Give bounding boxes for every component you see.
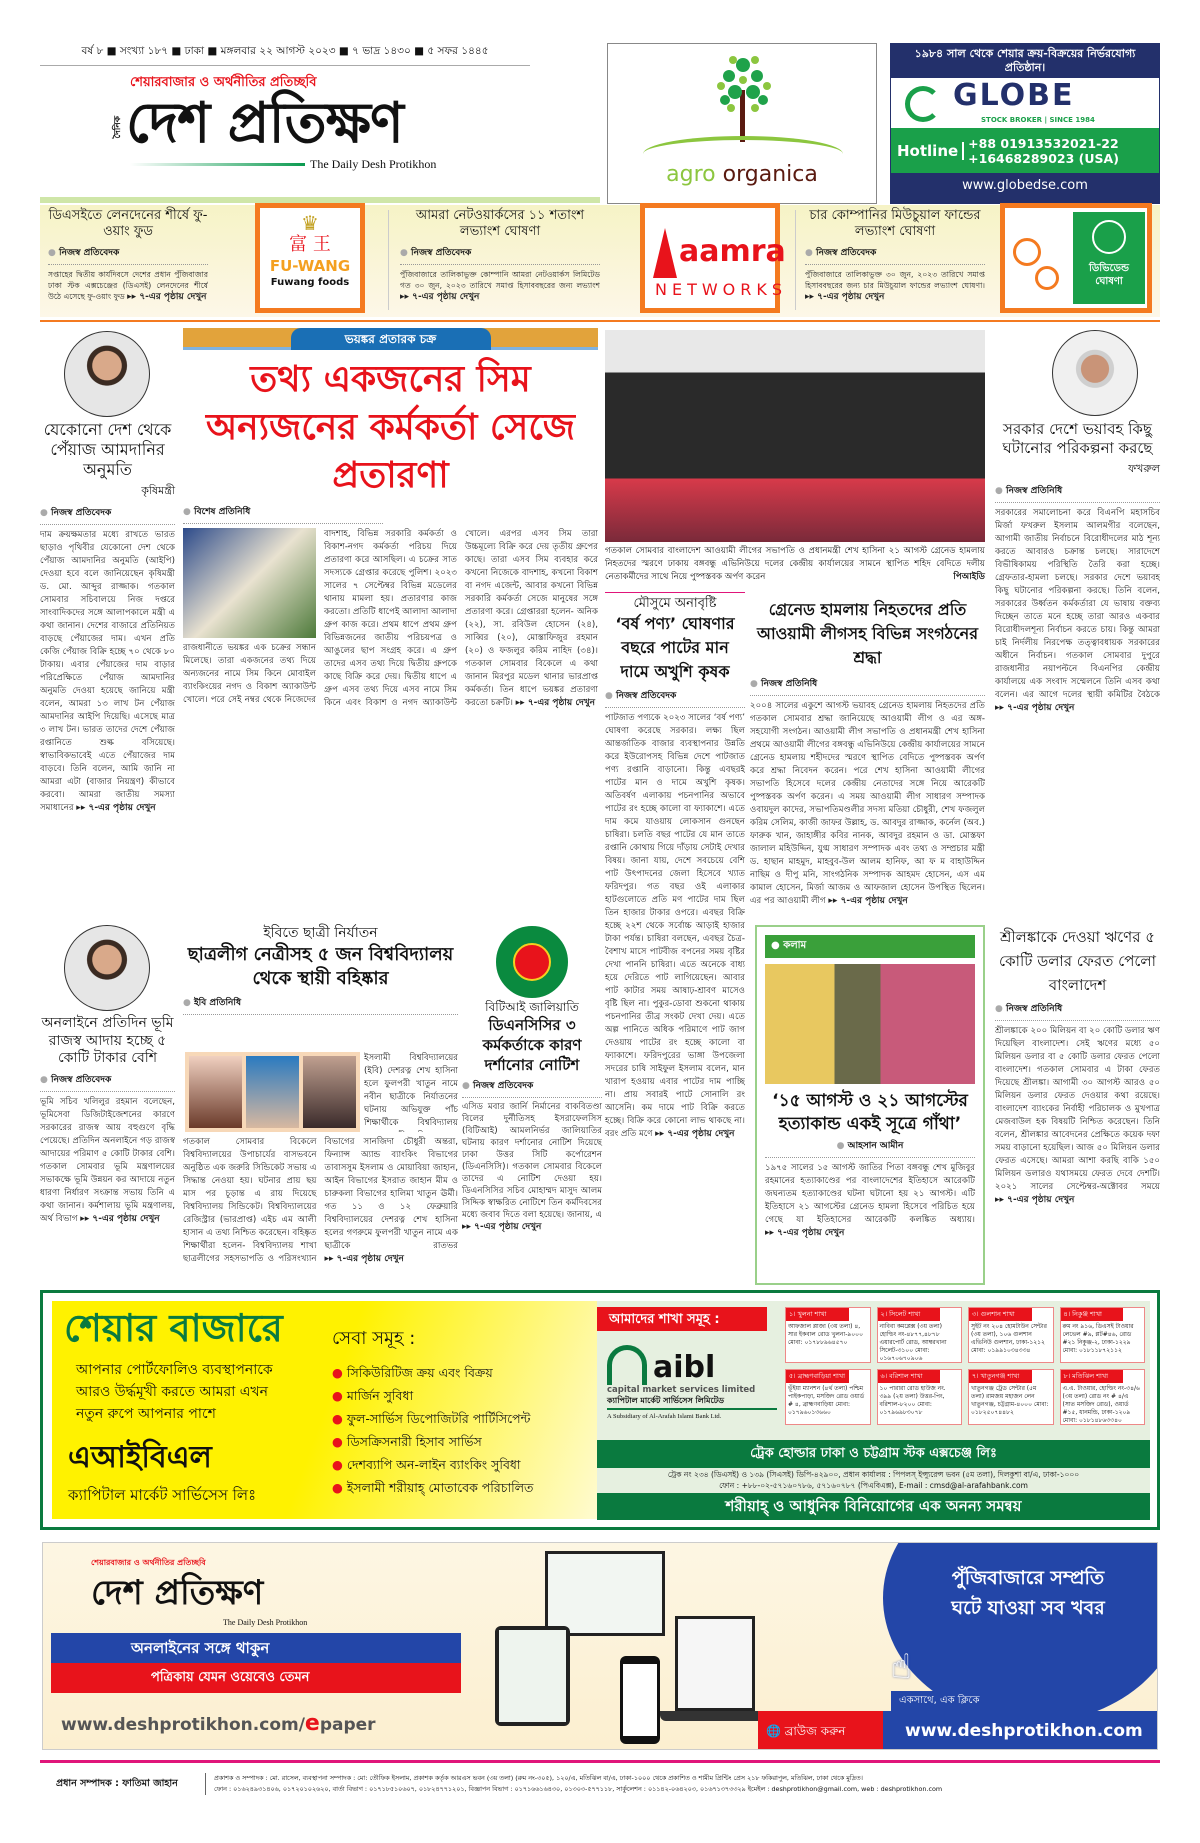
branch-card: ৩। গুলশান শাখা সুইট নং ২০৪ হোমটাউন সেন্টার (৩য় তলা), ১০৬ গুলশান এভিনিউ গুলশান, ঢাকা-১২১২ মোবা: ০১৯৯১০৩৪৩৩৪ bbox=[968, 1307, 1054, 1363]
attribution: ফখরুল bbox=[1128, 461, 1160, 475]
lead-photo-sim-cards bbox=[183, 528, 316, 638]
promo-logo: দেশ প্রতিক্ষণ bbox=[91, 1573, 264, 1613]
dividend-coin-icon bbox=[1035, 266, 1059, 290]
globe-ad[interactable] bbox=[890, 43, 1160, 204]
dateline: বর্ষ ৮ ■ সংখ্যা ১৮৭ ■ ঢাকা ■ মঙ্গলবার ২২ আগস্ট ২০২৩ ■ ৭ ভাদ্র ১৪৩০ ■ ৫ সফর ১৪৪৫ bbox=[40, 44, 530, 66]
browse-button[interactable]: 🌐 ব্রাউজ করুন bbox=[758, 1711, 883, 1750]
story-dncc[interactable]: বিটিআই জালিয়াতি ডিএনসিসির ৩ কর্মকর্তাকে কারণ দর্শানোর নোটিশ ● নিজস্ব প্রতিবেদক এসিড মবার জার্নি নির্মানের বাকবিতণ্ডা বিলের দুর্নীতিসহ ইসরাফেলসিস (বিটিআই) আমলনির্ভর জালিয়াতির ঘটনায় কারণ দর্শানোর নোটিশ দিয়েছে ঢাকা উত্তর সিটি কর্পোরেশন (ডিএনসিসি)। গতকাল সোমবার বিকেলে তাদের এ নোটিশ দেওয়া হয়। ডিএনসিসির সচিব মোহাম্মদ মাসুদ আলম সিদ্দিক স্বাক্ষরিত নোটিশে তিন কর্মদিবসের মধ্যে জবাব দিতে বলা হয়েছে। জানায়, এ ▸▸ ৭-এর পৃষ্ঠায় দেখুন bbox=[462, 1000, 602, 1286]
brief-1[interactable]: ডিএসইতে লেনদেনের শীর্ষে ফু-ওয়াং ফুড ● নিজস্ব প্রতিবেদক সপ্তাহের দ্বিতীয় কার্যদিবসে দেশের প্রধান পুঁজিবাজার ঢাকা স্টক এক্সচেঞ্জের (ডিএসই) লেনদেনের শীর্ষে উঠে এসেছে ফু-ওয়াং ফুড ▸▸ ৭-এর পৃষ্ঠায় দেখুন bbox=[48, 208, 208, 316]
trec-title: ট্রেক হোল্ডার ঢাকা ও চট্টগ্রাম স্টক এক্সচেঞ্জ লিঃ bbox=[597, 1440, 1150, 1468]
aibl-slogan: শরীয়াহ্ ও আধুনিক বিনিয়োগের এক অনন্য সমন্বয় bbox=[597, 1493, 1150, 1520]
aamra-ad[interactable]: aamra NETWORKS bbox=[640, 203, 780, 313]
agro-organica-ad[interactable] bbox=[607, 43, 877, 204]
story-jute[interactable]: মৌসুমে অনাবৃষ্টি ‘বর্ষ পণ্য’ ঘোষণার বছরে পাটের মান দামে অখুশি কৃষক ● নিজস্ব প্রতিবেদক পাটজাত পণ্যকে ২০২৩ সালের ‘বর্ষ পণ্য’ ঘোষণা করেছে সরকার। লক্ষ্য ছিল আন্তর্জাতিক বাজার ব্যবস্থাপনার উন্নতি করে ইউরোপসহ বিভিন্ন দেশে পাটজাত পণ্য রপ্তানি বাড়ানো। কিন্তু এবছরই পাটের মান ও দামে অখুশি কৃষক। অতিবর্ষণ এলাকায় পচনপানির অভাবে পাটের রং হচ্ছে কালো বা ফ্যাকাশে। এতে দাম কমে যাওয়ায় লোকসান গুনছেন চাষিরা। চলতি বছর পাটের যে মান তাতে রপ্তানি কোথায় গিয়ে দাঁড়ায় সেটাই দেখার বিষয়। জানা যায়, দেশে সবচেয়ে বেশি পাট উৎপাদনের জেলা হিসেবে খ্যাত ফরিদপুর। গত বছর ওই এলাকার হাটগুলোতে প্রতি মণ পাটের দাম ছিল তিন হাজার টাকার ওপরে। এবছর বিক্রি হচ্ছে ২২শ থেকে সর্বোচ্চ আড়াই হাজার টাকা পর্যন্ত। চাষিরা বলছেন, এবছর চৈত্র-বৈশাখ মাসে পাটবীজ বপনের সময় বৃষ্টির দেখা পাননি চাষিরা। এতে অনেকে বাধ্য হয়ে দেরিতে পাট লাগিয়েছেন। আবার পাট কাটার সময় আষাঢ়-শ্রাবণ মাসেও বৃষ্টি ছিল না। পুকুর-ডোবা শুকনো থাকায় পচনপানির তীব্র সংকট দেখা দেয়। এতে অল্প পানিতে অধিক পরিমাণে পাট জাগ দেওয়ায় পাটের রং হচ্ছে কালো বা ফ্যাকাশে। ফরিদপুরের ভাঙ্গা উপজেলা সদরের চাষি সাইফুল ইসলাম বলেন, মান খারাপ হওয়ায় এবার পাটের দাম পাচ্ছি না। প্রায় সবারই পাটে সোনালি রং আসেনি। কম দামে পাট বিক্রি করতে হচ্ছে। বিক্রি করে কোনো লাভ থাকছে না। বরং প্রতি মণে ▸▸ ৭-এর পৃষ্ঠায় দেখুন bbox=[605, 596, 745, 1286]
branch-card: ৮। মতিঝিল শাখা এ.এ. টাওয়ার, হোল্ডিং নং-৩৪/৬ (৩য় তলা) রোড নং # ৪/এ (সাত মসজিদ রোড), ওয়ার্ড #১৫, ধানমন্ডি, ঢাকা-১২০৯ মোবা: ০১৮১৪৮৬৩৩৪০ bbox=[1060, 1369, 1146, 1425]
globe-logo: GLOBE STOCK BROKER | SINCE 1984 bbox=[891, 78, 1159, 128]
column-label: ● কলাম bbox=[765, 935, 975, 958]
story-onion-import[interactable]: যেকোনো দেশ থেকে পেঁয়াজ আমদানির অনুমতি কৃষিমন্ত্রী ● নিজস্ব প্রতিবেদক দাম ক্রয়ক্ষমতার মধ্যে রাখতে ভারত ছাড়াও পৃথিবীর যেকোনো দেশ থেকে পেঁয়াজ আমদানির অনুমতি (আইপি) দেওয়া হবে বলে জানিয়েছেন কৃষিমন্ত্রী ড. মো. আব্দুর রাজ্জাক। গতকাল সোমবার সচিবালয়ে নিজ দপ্তরে সাংবাদিকদের সঙ্গে আলাপকালে মন্ত্রী এ কথা জানান। দেশের বাজারে প্রতিনিয়ত বাড়ছে পেঁয়াজের দাম। এখন প্রতি কেজি পেঁয়াজ বিক্রি হচ্ছে ৭০ থেকে ৮০ টাকায়। এবার পেঁয়াজের দাম বাড়ার পরিপ্রেক্ষিতে পেঁয়াজ আমদানির অনুমতি দেওয়া হয়েছে জানিয়ে মন্ত্রী বলেন, আমরা ১৩ লাখ টন পেঁয়াজ আমদানির আইপি দিয়েছি। এসেছে মাত্র ৩ লাখ টন। ভারত তাদের দেশে পেঁয়াজ রপ্তানিতে শুল্ক বসিয়েছে। স্বাভাবিকভাবেই এতে পেঁয়াজের দাম বাড়বে। তিনি বলেন, আমি জানি না আমরা এটা (বাজার নিয়ন্ত্রণ) কীভাবে করবো। আমরা জাতীয় সমস্যা সমাধানের ▸▸ ৭-এর পৃষ্ঠায় দেখুন bbox=[40, 420, 175, 920]
aibl-services bbox=[332, 1361, 533, 1499]
column-box[interactable]: ● কলাম ‘১৫ আগস্ট ও ২১ আগস্টের হত্যাকান্ড একই সূত্রে গাঁথা’ ● আহসান আমীন ১৯৭৫ সালের ১৫ আগস্ট জাতির পিতা বঙ্গবন্ধু শেখ মুজিবুর রহমানের হত্যাকাণ্ডের পর বাংলাদেশের ইতিহাসে আরেকটি জঘন্যতম হত্যাকাণ্ডের ঘটনা ঘটানো হয় ২১ আগস্ট। এটি ইতিহাসে ২১ আগস্টের গ্রেনেড হামলা হিসেবে পরিচিত হয়ে গেছে যা ইতিহাসের আরেকটি কলঙ্কিত অধ্যায়। ▸▸ ৭-এর পৃষ্ঠায় দেখুন bbox=[755, 925, 985, 1285]
top-photo-caption: গতকাল সোমবার বাংলাদেশ আওয়ামী লীগের সভাপতি ও প্রধানমন্ত্রী শেখ হাসিনা ২১ আগস্ট গ্রেনেড হামলায় নিহতদের স্মরণে ঢাকায় বঙ্গবন্ধু এভিনিউয়ে দলের কেন্দ্রীয় কার্যালয়ের সামনে স্থাপিত শহিদ বেদিতে দলীয় নেতাকর্মীদের সাথে নিয়ে পুষ্পস্তবক অর্পণ করেন পিআইডি bbox=[605, 546, 985, 582]
agro-organica-logo: agro organica bbox=[666, 162, 818, 187]
lead-kicker: ভয়ঙ্কর প্রতারক চক্র bbox=[291, 328, 491, 350]
dividend-coin-icon bbox=[1013, 238, 1041, 266]
branch-card: ৭। খাতুনগঞ্জ শাখা খাতুনগঞ্জ ট্রেড সেন্টার (৫ম তলা) রামজয় মহাজন লেন খাতুনগঞ্জ, চট্টগ্রাম-৪০০০ মোবা: ০১৮২৫০৭৪৪৮২ bbox=[968, 1369, 1054, 1425]
branch-card: ১। খুলনা শাখা আফজাল প্লাজা (৩য় তলা) ৪, সার ইকবাল রোড খুলনা-৯০০০ মোবা: ০১৭৮৮৯৬৪৫৭০ bbox=[785, 1307, 871, 1363]
service-item: ● সিকিউরিটিজ ক্রয় এবং বিক্রয় bbox=[332, 1365, 493, 1380]
masthead-rule bbox=[130, 163, 305, 166]
brief-2[interactable]: আমরা নেটওয়ার্কসের ১১ শতাংশ লভ্যাংশ ঘোষণা ● নিজস্ব প্রতিবেদক পুঁজিবাজারে তালিকাভুক্ত কোম্পানি আমরা নেটওয়ার্কস লিমিটেড গত ৩০ জুন, ২০২৩ তারিখে সমাপ্ত হিসাববছরের জন্য লভ্যাংশ ▸▸ ৭-এর পৃষ্ঠায় দেখুন bbox=[400, 208, 600, 316]
divider bbox=[795, 210, 796, 310]
caption-rule bbox=[605, 592, 745, 593]
lead-headline[interactable]: তথ্য একজনের সিম অন্যজনের কর্মকর্তা সেজে প্রতারণা bbox=[205, 359, 575, 496]
land-secretary-photo bbox=[64, 925, 150, 1011]
fakhrul-photo bbox=[1052, 330, 1138, 416]
aibl-pitch: আপনার পোর্টফোলিও ব্যবস্থাপনাকে আরও উর্দ্ধমূখী করতে আমরা এখন নতুন রুপে আপনার পাশে bbox=[76, 1362, 273, 1422]
masthead-tagline: শেয়ারবাজার ও অর্থনীতির প্রতিচ্ছবি bbox=[130, 75, 317, 90]
service-item: ● ফুল-সার্ভিস ডিপোজিটরি পার্টিসিপেন্ট bbox=[332, 1411, 531, 1426]
aibl-logo: aibl capital market services limited ক্যাপিটাল মার্কেট সার্ভিসেস লিমিটেড A Subsidiary of Al-Arafah Islami Bank Ltd. bbox=[607, 1345, 777, 1420]
story-grenade[interactable]: গ্রেনেড হামলায় নিহতদের প্রতি আওয়ামী লীগসহ বিভিন্ন সংগঠনের শ্রদ্ধা ● নিজস্ব প্রতিনিধি ২০০৪ সালের একুশে আগস্ট ভয়াবহ গ্রেনেড হামলায় নিহতদের প্রতি গতকাল সোমবার শ্রদ্ধা জানিয়েছে আওয়ামী লীগ ও এর অঙ্গ-সহযোগী সংগঠন। আওয়ামী লীগ সভাপতি ও প্রধানমন্ত্রী শেখ হাসিনা প্রথমে আওয়ামী লীগের বঙ্গবন্ধু এভিনিউয়ে কেন্দ্রীয় কার্যালয়ের সামনে গ্রেনেড হামলায় শহীদদের স্মরণে স্থাপিত বেদিতে পুষ্পস্তবক অর্পণ করে শ্রদ্ধা নিবেদন করেন। পরে শেখ হাসিনা আওয়ামী লীগের সভাপতি হিসেবে দলের কেন্দ্রীয় নেতাদের সঙ্গে নিয়ে আরেকটি পুষ্পস্তবক অর্পণ করেন। এ সময় আওয়ামী লীগ সাধারণ সম্পাদক ওবায়দুল কাদের, সভাপতিমণ্ডলীর সদস্য মতিয়া চৌধুরী, শেখ ফজলুল করিম সেলিম, কাজী জাফর উল্লাহ, ড. আবদুর রাজ্জাক, কর্নেল (অব.) ফারুক খান, জাহাঙ্গীর কবির নানক, আবদুর রহমান ও ডা. মোস্তফা জালাল মহিউদ্দিন, যুগ্ম সাধারণ সম্পাদক এবং তথ্য ও সম্প্রচার মন্ত্রী ড. হাছান মাহমুদ, মাহবুব-উল আলম হানিফ, আ ফ ম বাহাউদ্দিন নাছিম ও দীপু মনি, সাংগঠনিক সম্পাদক আহমদ হোসেন, এস এম কামাল হোসেন, মির্জা আজম ও আফজাল হোসেন উপস্থিত ছিলেন। এর পর আওয়ামী লীগ ▸▸ ৭-এর পৃষ্ঠায় দেখুন bbox=[750, 598, 985, 920]
story-fakhrul[interactable]: সরকার দেশে ভয়াবহ কিছু ঘটানোর পরিকল্পনা করছে ফখরুল ● নিজস্ব প্রতিনিধি সরকারের সমালোচনা করে বিএনপি মহাসচিব মির্জা ফখরুল ইসলাম আলমগীর বলেছেন, আগামী জাতীয় নির্বাচনে বিরোধীদলের মাঠ শূন্য করতে আবারও চক্রান্ত চলছে। সারাদেশে বিভীষিকাময় পরিস্থিতি তৈরি করা হচ্ছে। গ্রেফতার-হামলা চলছে। সরকার দেশে ভয়াবহ কিছু ঘটানোর পরিকল্পনা করছে। তিনি বলেন, সরকারের উর্ধ্বতন কর্মকর্তারা যে ভাষায় বক্তব্য দিচ্ছেন তাতে মনে হচ্ছে তারা আরও একবার বিরোধীদলশূন্য নির্বাচন করতে চায়। কিন্তু আমরা চাই নির্দলীয় নিরপেক্ষ তত্ত্বাবধায়ক সরকারের অধীনে নির্বাচন। গতকাল সোমবার দুপুরে রাজধানীর নয়াপল্টনে বিএনপির কেন্দ্রীয় কার্যালয়ে এক সংবাদ সম্মেলনে তিনি এসব কথা বলেন। এর আগে দলের স্থায়ী কমিটির বৈঠকে ▸▸ ৭-এর পৃষ্ঠায় দেখুন bbox=[995, 420, 1160, 920]
iu-body: গতকাল সোমবার বিকেলে বিশ্ববিদ্যালয়ের উপাচার্যের বাসভবনে অনুষ্ঠিত এক জরুরি সিন্ডিকেট সভায় এ সিদ্ধান্ত নেওয়া হয়। ঘটনার প্রায় ছয় মাস পর চূড়ান্ত এ রায় দিয়েছে বিশ্ববিদ্যালয় সিন্ডিকেট। বিশ্ববিদ্যালয়ের রেজিস্ট্রার (ভারপ্রাপ্ত) এইচ এম আলী হাসান এ তথ্য নিশ্চিত করেছেন। বহিষ্কৃত শিক্ষার্থীরা হলেন- বিশ্ববিদ্যালয় শাখা ছাত্রলীগের সহসভাপতি ও পরিসংখ্যান বিভাগের সানজিদা চৌধুরী অন্তরা, ফিন্যান্স অ্যান্ড ব্যাংকিং বিভাগের তাবাসসুম ইসলাম ও মোয়াবিয়া জাহান, আইন বিভাগের ইসরাত জাহান মীম ও চারুকলা বিভাগের হালিমা খাতুন ঊর্মী। গত ১১ ও ১২ ফেব্রুয়ারি বিশ্ববিদ্যালয়ের দেশরত্ন শেখ হাসিনা হলের গণরুমে ফুলপরী খাতুন নামে এক ছাত্রীকে রাতভর ▸▸ ৭-এর পৃষ্ঠায় দেখুন bbox=[183, 1136, 458, 1286]
service-item: ● ডিসক্রিসনারী হিসাব সার্ভিস bbox=[332, 1434, 482, 1449]
divider bbox=[388, 210, 389, 310]
branch-list bbox=[785, 1307, 1145, 1425]
lead-body: রাজধানীতে ভয়ঙ্কর এক চক্রের সন্ধান মিলেছে। তারা একজনের তথ্য দিয়ে অন্যজনের নামে সিম কিনে মোবাইল ব্যাংকিংয়ের নগদ ও বিকাশ অ্যাকাউন্ট খোলে। পরে সেই নম্বর থেকে নিজেদের বাদশাহ, বিভিন্ন সরকারি কর্মকর্তা ও বিকাশ-নগদ কর্মকর্তা পরিচয় দিয়ে প্রতারণা করে আসছিল। এ চক্রের সাত সদস্যকে গ্রেপ্তার করেছে পুলিশ। ২০২৩ সালের ৭ সেপ্টেম্বর বিভিন্ন মডেলের থানায় মামলা হয়। প্রতারণার কাজ করতো। প্রতিটি ধাপেই আলাদা আলাদা গ্রুপ কাজ করে। প্রথম ধাপে প্রথম গ্রুপ বিভিন্নজনের জাতীয় পরিচয়পত্র ও আঙুলের ছাপ সংগ্রহ করে। এ গ্রুপ তাদের এসব তথ্য দিয়ে দ্বিতীয় গ্রুপকে কাছে বিক্রি করে দেয়। দ্বিতীয় ধাপে এ গ্রুপ এসব তথ্য দিয়ে এসব নামে সিম কিনে এবং বিকাশ ও নগদ অ্যাকাউন্ট খোলে। এরপর এসব সিম তারা উচ্চমূল্যে বিক্রি করে দেয় তৃতীয় গ্রুপের কাছে। তারা এসব সিম ব্যবহার করে কখনো নিজেকে বাদশাহ, কখনো বিকাশ বা নগদ এজেন্ট, আবার কখনো বিভিন্ন সরকারি কর্মকর্তা সেজে মানুষের সঙ্গে প্রতারণা করে। গ্রেপ্তাররা হলেন- অনিক (২২), সা. রবিউল হোসেন (২৪), সাব্বির (২০), মোস্তাফিজুর রহমান (২০) ও ফজলুর করিম নাহিদ (৩৪)। গতকাল সোমবার বিকেলে এ কথা জানান মিরপুর মডেল থানার ভারপ্রাপ্ত কর্মকর্তা। তিন ধাপে ভয়ঙ্কর প্রতারণা করতো চক্রটি। ▸▸ ৭-এর পৃষ্ঠায় দেখুন bbox=[183, 528, 598, 920]
hand-pointer-icon: ☝ bbox=[891, 1647, 912, 1687]
tree-logo-icon bbox=[703, 50, 783, 150]
masthead-title: দেশ প্রতিক্ষণ bbox=[126, 91, 403, 156]
crown-icon: ♛ bbox=[301, 211, 319, 235]
top-photo-wreath bbox=[605, 330, 985, 542]
branch-card: ৬। বরিশাল শাখা ১০ পারারা রোড হাউজ নং. ৩৯৯ (২য় তলা) উত্তর-পিং, বরিশাল-৮২০০ মোবা: ০১৭৯৬৯৮৩০৭৮ bbox=[877, 1369, 963, 1425]
lead-byline-wrap: ● বিশেষ প্রতিনিধি bbox=[183, 504, 383, 528]
column-photo bbox=[765, 964, 975, 1084]
lead-kicker-bar bbox=[183, 328, 598, 350]
trec-info: ট্রেক নং ২৩৪ (ডিএসই) ও ১৩৯ (সিএসই) ডিপি-৪২৯০০, প্রধান কার্যালয় : পিপলস্ ইন্স্যুরেন্স ভবন (৫ম তলা), দিলকুশা বা/এ, ঢাকা-১০০০ ফোন : +৮৮-০২-৫৭১৬০৭৮৬, ৫৭১৬০৭৮৭ (পিএবিএক্স), E-mail : cmsd@al-arafahbank.com bbox=[667, 1470, 1080, 1490]
service-item: ● ইসলামী শরীয়াহ্ মোতাবেক পরিচালিত bbox=[332, 1480, 534, 1495]
globe-tagline: ১৯৮৪ সাল থেকে শেয়ার ক্রয়-বিক্রয়ের নির্ভরযোগ্য প্রতিষ্ঠান। bbox=[914, 47, 1136, 74]
briefs-bottom-rule bbox=[40, 320, 1160, 322]
publisher-info: প্রকাশক ও সম্পাদক : মো. রাসেল, ব্যবস্থাপনা সম্পাদক : মো: তৌফিক ইসলাম, প্রকাশক কর্তৃক আরএস ভবন (৩য় তলা) (রুম নং-৩০৫), ১২০/এ, মতিঝিল বা/এ, ঢাকা-১০০০ থেকে প্রকাশিত ও শামীম প্রিন্টিং প্রেস ২১৮ ফকিরাপুল, মতিঝিল, ঢাকা থেকে মুদ্রিত। bbox=[214, 1774, 863, 1782]
story-srilanka[interactable]: শ্রীলঙ্কাকে দেওয়া ঋণের ৫ কোটি ডলার ফেরত পেলো বাংলাদেশ ● নিজস্ব প্রতিনিধি শ্রীলঙ্কাকে ২০০ মিলিয়ন বা ২০ কোটি ডলার ঋণ দিয়েছিল বাংলাদেশ। সেই ঋণের মধ্যে ৫০ মিলিয়ন ডলার বা ৫ কোটি ডলার ফেরত পেলো বাংলাদেশ। গতকাল সোমবার এ টাকা ফেরত দিয়েছে শ্রীলঙ্কা। আগামী ৩০ আগস্ট আরও ৫০ মিলিয়ন ডলার ফেরত দেওয়ার কথা রয়েছে। বাংলাদেশ ব্যাংকের নির্বাহী পরিচালক ও মুখপাত্র মেজবাউল হক বিষয়টি নিশ্চিত করেছেন। তিনি বলেন, শ্রীলঙ্কার আবেদনের প্রেক্ষিতে কয়েক দফা সময় বাড়ানো হয়েছিল। আজ ৫০ মিলিয়ন ডলার ফেরত এসেছে। আমরা আশা করছি বাকি ১৫০ মিলিয়ন ডলারও যথাসময়ে ফেরত দেবে দেশটি। ২০২১ সালের সেপ্টেম্বর-অক্টোবর সময়ে ▸▸ ৭-এর পৃষ্ঠায় দেখুন bbox=[995, 925, 1160, 1285]
briefs-strip bbox=[40, 205, 1160, 317]
chief-editor: প্রধান সম্পাদক : ফাতিমা জাহান bbox=[56, 1777, 178, 1789]
globe-chart-icon bbox=[905, 86, 941, 122]
branches-title: আমাদের শাখা সমূহ : bbox=[597, 1307, 767, 1331]
student-photo bbox=[189, 1056, 242, 1128]
mosque-arch-icon bbox=[607, 1345, 647, 1385]
masthead-english: The Daily Desh Protikhon bbox=[310, 157, 437, 171]
globe-icon: 🌐 bbox=[766, 1724, 781, 1738]
promo-band-blue: অনলাইনের সঙ্গে থাকুন bbox=[51, 1633, 461, 1663]
aibl-title: শেয়ার বাজারে bbox=[64, 1306, 283, 1350]
desh-protikhon-promo-ad[interactable]: শেয়ারবাজার ও অর্থনীতির প্রতিচ্ছবি দেশ প্রতিক্ষণ The Daily Desh Protikhon অনলাইনের সঙ্গে থাকুন পত্রিকায় যেমন ওয়েবেও তেমন www.deshprotikhon.com/epaper পুঁজিবাজারে সম্প্রতি ঘটে যাওয়া সব খবর ☝ একসাথে, এক ক্লিকে 🌐 ব্রাউজ করুন www.deshprotikhon.com bbox=[42, 1542, 1158, 1750]
student-photo bbox=[246, 1056, 299, 1128]
story-lead[interactable] bbox=[183, 356, 598, 920]
branch-card: ৫। ব্রাহ্মণবাড়িয়া শাখা ভূঁইয়া ম্যানশন (৪র্থ তলা) পশ্চিম পাইকপাড়া, মসজিদ রোড ওয়ার্ড # ৪, ব্রাহ্মণবাড়িয়া মোবা: ০১৭৯৬০১৩৬৬০ bbox=[785, 1369, 871, 1425]
branch-card: ২। সিলেট শাখা নাবিবা কমপ্লেক্স (৩য় তলা) হোল্ডিং নং-৪৮৭৭,৪৮৭৮ এয়ারপোর্ট রোড, আম্বরখানা সিলেট-৩১০০ মোবা: ০১৬৭০৬৭০৯০৬ bbox=[877, 1307, 963, 1363]
story-land-revenue[interactable]: অনলাইনে প্রতিদিন ভূমি রাজস্ব আদায় হচ্ছে ৫ কোটি টাকার বেশি ● নিজস্ব প্রতিবেদক ভূমি সচিব খলিলুর রহমান বলেছেন, ভূমিসেবা ডিজিটাইজেশনের কারণে সরকারের রাজস্ব আয় বহুগুণে বৃদ্ধি পেয়েছে। প্রতিদিন অনলাইনে গড় রাজস্ব আদায়ের পরিমাণ ৫ কোটি টাকার বেশি। গতকাল সোমবার ভূমি মন্ত্রণালয়ের সভাকক্ষে ভূমি উন্নয়ন কর আদায়ে নতুন ধারণা নির্ধারণ সংক্রান্ত সভায় তিনি এ কথা জানান। কর্মশালায় ভূমি মন্ত্রণালয়, অর্থ বিভাগ ▸▸ ৭-এর পৃষ্ঠায় দেখুন bbox=[40, 1015, 175, 1285]
service-item: ● দেশব্যাপি অন-লাইন ব্যাংকিং সুবিধা bbox=[332, 1457, 521, 1472]
promo-band-red: পত্রিকায় যেমন ওয়েবেও তেমন bbox=[51, 1663, 461, 1693]
aibl-ad[interactable]: শেয়ার বাজারে আপনার পোর্টফোলিও ব্যবস্থাপনাকে আরও উর্দ্ধমূখী করতে আমরা এখন নতুন রুপে আপনার পাশে এআইবিএল ক্যাপিটাল মার্কেট সার্ভিসেস লিঃ সেবা সমূহ : ● সিকিউরিটিজ ক্রয় এবং বিক্রয় ● মার্জিন সুবিধা ● ফুল-সার্ভিস ডিপোজিটরি পার্টিসিপেন্ট ● ডিসক্রিসনারী হিসাব সার্ভিস ● দেশব্যাপি অন-লাইন ব্যাংকিং সুবিধা ● ইসলামী শরীয়াহ্ মোতাবেক পরিচালিত আমাদের শাখা সমূহ : aibl capital market services limited ক্যাপিটাল মার্কেট সার্ভিসেস লিমিটেড A Subsidiary of Al-Arafah Islami Bank Ltd. ১। খুলনা শাখা আফজাল প্লাজা (৩য় তলা) ৪, সার ইকবাল রোড খুলনা-৯০০০ মোবা: ০১৭৮৮৯৬৪৫৭০ ২। সিলেট শাখা নাবিবা কমপ্লেক্স (৩য় তলা) হোল্ডিং নং-৪৮৭৭,৪৮৭৮ এয়ারপোর্ট রোড, আম্বরখানা সিলেট-৩১০০ মোবা: ০১৬৭০৬৭০৯০৬ ৩। গুলশান শাখা সুইট নং ২০৪ হোমটাউন সেন্টার (৩য় তলা), ১০৬ গুলশান এভিনিউ গুলশান, ঢাকা-১২১২ মোবা: ০১৯৯১০৩৪৩৩৪ ৪। নিকুঞ্জ শাখা রুম নং ৯১৬, ডিএসই টাওয়ার লেভেল #৯, প্লট#৪৬, রোড #২১ নিকুঞ্জ-২, ঢাকা-১২২৯ মোবা: ০১৮১১৮৭২১১২ ৫। ব্রাহ্মণবাড়িয়া শাখা ভূঁইয়া ম্যানশন (৪র্থ তলা) পশ্চিম পাইকপাড়া, মসজিদ রোড ওয়ার্ড # ৪, ব্রাহ্মণবাড়িয়া মোবা: ০১৭৯৬০১৩৬৬০ ৬। বরিশাল শাখা ১০ পারারা রোড হাউজ নং. ৩৯৯ (২য় তলা) উত্তর-পিং, বরিশাল-৮২০০ মোবা: ০১৭৯৬৯৮৩০৭৮ ৭। খাতুনগঞ্জ শাখা খাতুনগঞ্জ ট্রেড সেন্টার (৫ম তলা) রামজয় মহাজন লেন খাতুনগঞ্জ, চট্টগ্রাম-৪০০০ মোবা: ০১৮২৫০৭৪৪৮২ ৮। মতিঝিল শাখা এ.এ. টাওয়ার, হোল্ডিং নং-৩৪/৬ (৩য় তলা) রোড নং # ৪/এ (সাত মসজিদ রোড), ওয়ার্ড #১৫, ধানমন্ডি, ঢাকা-১২০৯ মোবা: ০১৮১৪৮৬৩৩৪০ ট্রেক হোল্ডার ঢাকা ও চট্টগ্রাম স্টক এক্সচেঞ্জ লিঃ ট্রেক নং ২৩৪ (ডিএসই) ও ১৩৯ (সিএসই) ডিপি-৪২৯০০, প্রধান কার্যালয় : পিপলস্ ইন্স্যুরেন্স ভবন (৫ম তলা), দিলকুশা বা/এ, ঢাকা-১০০০ ফোন : +৮৮-০২-৫৭১৬০৭৮৬, ৫৭১৬০৭৮৭ (পিএবিএক্স), E-mail : cmsd@al-arafahbank.com শরীয়াহ্ ও আধুনিক বিনিয়োগের এক অনন্য সমন্বয় bbox=[40, 1290, 1160, 1530]
dividend-ad[interactable]: ডিভিডেন্ড ঘোষণা bbox=[1000, 203, 1152, 313]
footer bbox=[40, 1770, 1160, 1798]
agriculture-minister-photo bbox=[64, 331, 150, 417]
service-item: ● মার্জিন সুবিধা bbox=[332, 1388, 414, 1403]
epaper-link[interactable]: www.deshprotikhon.com/epaper bbox=[61, 1711, 376, 1736]
attribution: কৃষিমন্ত্রী bbox=[141, 484, 175, 497]
globe-hotline: Hotline +88 01913532021-22 +16468289023 (USA) bbox=[891, 128, 1159, 173]
brief-3[interactable]: চার কোম্পানির মিউচুয়াল ফান্ডের লভ্যাংশ ঘোষণা ● নিজস্ব প্রতিবেদক পুঁজিবাজারে তালিকাভুক্ত ৩০ জুন, ২০২৩ তারিখে সমাপ্ত হিসাববছরের জন্য চার মিউচুয়াল ফান্ডের লভ্যাংশ ঘোষণা। ▸▸ ৭-এর পৃষ্ঠায় দেখুন bbox=[805, 208, 985, 316]
story-iu-expulsion[interactable]: ইবিতে ছাত্রী নির্যাতন ছাত্রলীগ নেত্রীসহ ৫ জন বিশ্ববিদ্যালয় থেকে স্থায়ী বহিষ্কার ● ইবি প্রতিনিধি bbox=[183, 925, 458, 1050]
contact-info: ফোন : ০১৬২৪৯৩১৪০৬, ০১৭২০১০২৬২০, বার্তা বিভাগ : ০১৭১৮৫১০৬০৭, ০১৮২৪৭৭১২০১, বিজ্ঞাপন বিভাগ : ০১৭১৬৬১৬৪৩০, ০১৩০৩-৫৭৭১১৮, সার্কুলেশন : ০১১৪২-০৬৪২০৩, ০১৬৭১৩৭৩৩২৯ ইমেইল : deshprotikhon@gmail.com, web : deshprotikhon.com bbox=[214, 1785, 943, 1793]
branch-card: ৪। নিকুঞ্জ শাখা রুম নং ৯১৬, ডিএসই টাওয়ার লেভেল #৯, প্লট#৪৬, রোড #২১ নিকুঞ্জ-২, ঢাকা-১২২৯ মোবা: ০১৮১১৮৭২১১২ bbox=[1060, 1307, 1146, 1363]
masthead-prefix: দৈনিক bbox=[113, 116, 123, 139]
globe-website[interactable]: www.globedse.com bbox=[962, 178, 1088, 193]
fuwang-ad[interactable]: ♛ 富 王 FU-WANG Fuwang foods bbox=[255, 203, 365, 313]
dncc-logo bbox=[496, 926, 568, 998]
iu-side-body: ইসলামী বিশ্ববিদ্যালয়ের (ইবি) দেশরত্ন শেখ হাসিনা হলে ফুলপরী খাতুন নামে নবীন ছাত্রীকে নির্যাতনের ঘটনায় অভিযুক্ত পাঁচ শিক্ষার্থীকে বিশ্ববিদ্যালয় bbox=[364, 1053, 458, 1128]
iu-students-photos bbox=[185, 1052, 360, 1132]
aibl-brand: এআইবিএল bbox=[68, 1440, 212, 1475]
footer-rule bbox=[40, 1760, 1160, 1763]
hill-shape bbox=[643, 136, 843, 154]
aamra-mark-icon bbox=[653, 228, 677, 278]
emblem-icon bbox=[1092, 220, 1126, 254]
website-link[interactable]: www.deshprotikhon.com bbox=[883, 1711, 1158, 1750]
masthead bbox=[110, 68, 520, 180]
student-photo bbox=[303, 1056, 356, 1128]
